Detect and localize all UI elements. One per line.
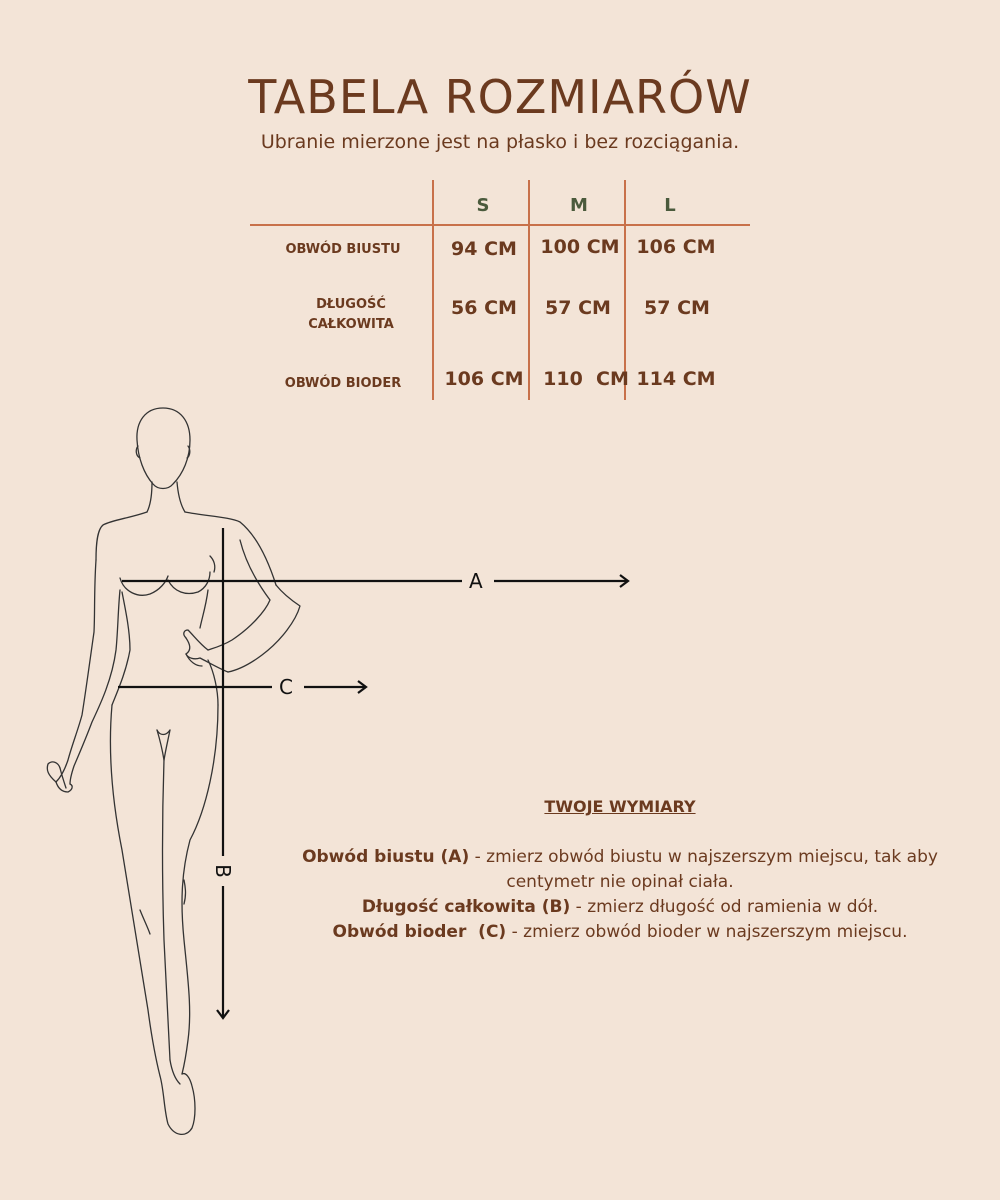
measurement-label-c: C [276, 676, 296, 698]
measurement-label-b: B [212, 861, 234, 881]
cell-bust-l: 106 CM [636, 236, 716, 258]
cell-length-l: 57 CM [644, 297, 710, 319]
body-measurement-figure [0, 400, 700, 1160]
instruction-length [290, 895, 950, 920]
cell-bust-m: 100 CM [540, 236, 620, 258]
size-header-l: L [664, 195, 676, 216]
row-label-line: CAŁKOWITA [308, 317, 394, 332]
row-label-line: DŁUGOŚĆ [316, 297, 386, 312]
table-column-divider [528, 180, 530, 400]
instruction-term: Długość całkowita (B) [361, 897, 571, 917]
cell-hips-s: 106 CM [444, 368, 524, 390]
page-subtitle: Ubranie mierzone jest na płasko i bez rozciągania. [260, 131, 740, 153]
row-label-line: OBWÓD BIODER [284, 376, 402, 391]
row-label-bust [253, 240, 433, 260]
cell-hips-l: 114 CM [636, 368, 716, 390]
cell-length-m: 57 CM [545, 297, 611, 319]
size-header-m: M [570, 195, 588, 216]
measurement-label-a: A [466, 570, 486, 592]
instruction-text: - zmierz długość od ramienia w dół. [570, 897, 879, 917]
table-column-divider [432, 180, 434, 400]
cell-length-s: 56 CM [451, 297, 517, 319]
instruction-term: Obwód biustu (A) [302, 847, 470, 867]
row-label-line: OBWÓD BIUSTU [285, 242, 401, 257]
table-header-divider [250, 224, 750, 226]
row-label-hips [253, 374, 433, 394]
size-header-s: S [476, 195, 490, 216]
instruction-bust [290, 845, 950, 895]
measurements-instructions [290, 845, 950, 945]
table-column-divider [624, 180, 626, 400]
instruction-term: Obwód bioder (C) [332, 922, 507, 942]
size-table [0, 0, 1000, 420]
instruction-text: - zmierz obwód bioder w najszerszym miejscu. [506, 922, 908, 942]
page-title: TABELA ROZMIARÓW [248, 70, 752, 124]
row-label-length [261, 295, 441, 335]
instruction-hips [290, 920, 950, 945]
instruction-text: - zmierz obwód biustu w najszerszym miejscu, tak aby centymetr nie opinał ciała. [469, 847, 938, 892]
measurements-heading: TWOJE WYMIARY [544, 797, 696, 816]
cell-hips-m: 110 CM [543, 368, 629, 390]
cell-bust-s: 94 CM [451, 238, 517, 260]
